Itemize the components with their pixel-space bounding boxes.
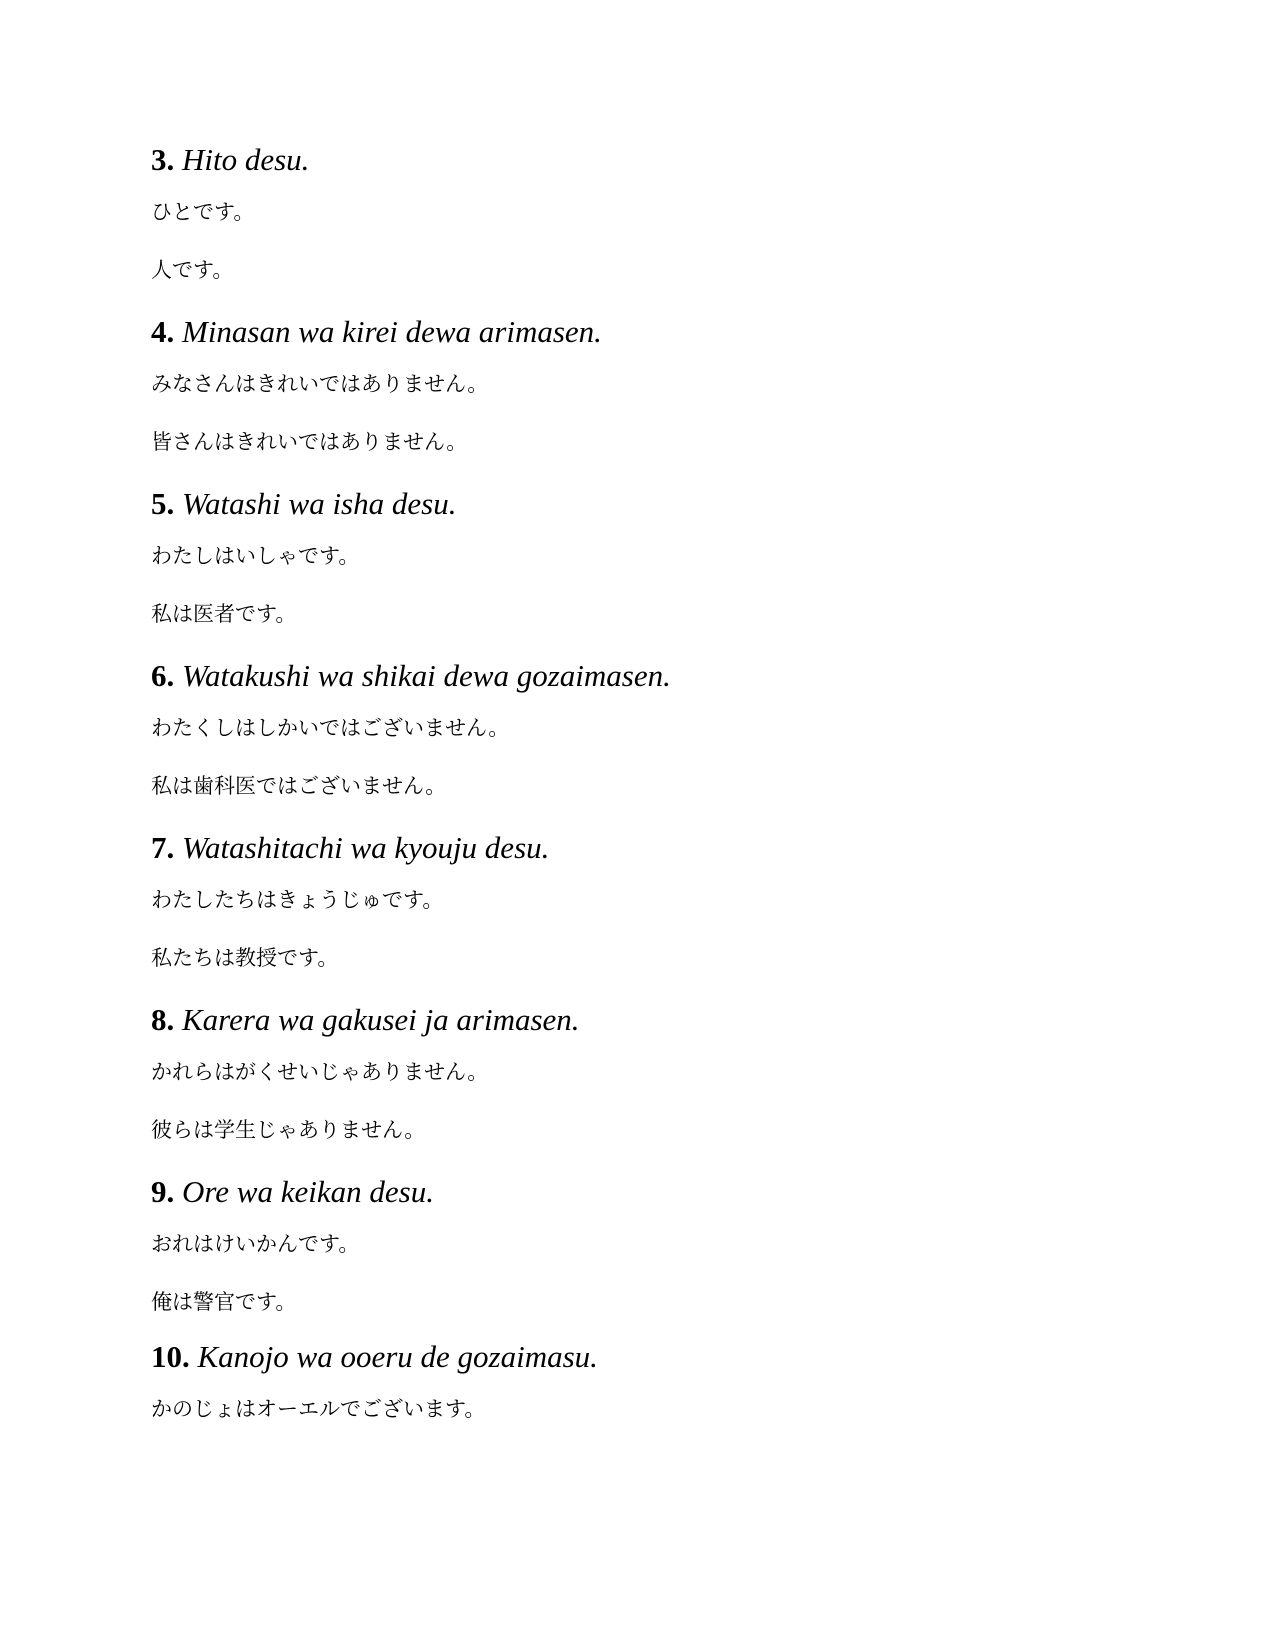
kana-sentence: おれはけいかんです。 bbox=[151, 1232, 360, 1256]
romaji-sentence: Hito desu. bbox=[182, 142, 310, 177]
romaji-line bbox=[151, 1003, 1151, 1037]
romaji-sentence: Kanojo wa ooeru de gozaimasu. bbox=[197, 1339, 598, 1374]
romaji-line bbox=[151, 487, 1151, 521]
kana-sentence: わたしたちはきょうじゅです。 bbox=[151, 888, 444, 912]
entry-number: 4. bbox=[151, 314, 175, 349]
kana-sentence: かのじょはオーエルでございます。 bbox=[151, 1397, 486, 1421]
sentence-entry-9 bbox=[151, 1175, 1151, 1315]
romaji-sentence: Watashitachi wa kyouju desu. bbox=[182, 830, 550, 865]
kanji-sentence: 私は医者です。 bbox=[151, 602, 297, 626]
kanji-sentence: 私たちは教授です。 bbox=[151, 946, 339, 970]
romaji-sentence: Minasan wa kirei dewa arimasen. bbox=[182, 314, 602, 349]
romaji-line bbox=[151, 1175, 1151, 1209]
kana-sentence: わたしはいしゃです。 bbox=[151, 544, 360, 568]
romaji-line bbox=[151, 1340, 1151, 1374]
entry-number: 7. bbox=[151, 830, 175, 865]
sentence-entry-4 bbox=[151, 315, 1151, 455]
sentence-entry-3 bbox=[151, 143, 1151, 283]
kana-sentence: かれらはがくせいじゃありません。 bbox=[151, 1060, 489, 1084]
kana-sentence: ひとです。 bbox=[151, 200, 255, 224]
romaji-line bbox=[151, 831, 1151, 865]
romaji-sentence: Ore wa keikan desu. bbox=[182, 1174, 434, 1209]
entry-number: 3. bbox=[151, 142, 175, 177]
romaji-sentence: Watashi wa isha desu. bbox=[182, 486, 457, 521]
sentence-entry-6 bbox=[151, 659, 1151, 799]
kana-sentence: わたくしはしかいではございません。 bbox=[151, 716, 510, 740]
sentence-entry-10 bbox=[151, 1340, 1151, 1422]
entry-number: 10. bbox=[151, 1339, 190, 1374]
romaji-sentence: Karera wa gakusei ja arimasen. bbox=[182, 1002, 580, 1037]
entry-number: 8. bbox=[151, 1002, 175, 1037]
kanji-sentence: 人です。 bbox=[151, 258, 234, 282]
romaji-line bbox=[151, 659, 1151, 693]
romaji-line bbox=[151, 143, 1151, 177]
kanji-sentence: 俺は警官です。 bbox=[151, 1290, 297, 1314]
entry-number: 6. bbox=[151, 658, 175, 693]
sentence-entry-5 bbox=[151, 487, 1151, 627]
romaji-sentence: Watakushi wa shikai dewa gozaimasen. bbox=[182, 658, 671, 693]
kana-sentence: みなさんはきれいではありません。 bbox=[151, 372, 489, 396]
kanji-sentence: 彼らは学生じゃありません。 bbox=[151, 1118, 426, 1142]
kanji-sentence: 私は歯科医ではございません。 bbox=[151, 774, 447, 798]
sentence-list bbox=[151, 143, 1151, 1454]
entry-number: 5. bbox=[151, 486, 175, 521]
sentence-entry-7 bbox=[151, 831, 1151, 971]
romaji-line bbox=[151, 315, 1151, 349]
kanji-sentence: 皆さんはきれいではありません。 bbox=[151, 430, 468, 454]
entry-number: 9. bbox=[151, 1174, 175, 1209]
sentence-entry-8 bbox=[151, 1003, 1151, 1143]
